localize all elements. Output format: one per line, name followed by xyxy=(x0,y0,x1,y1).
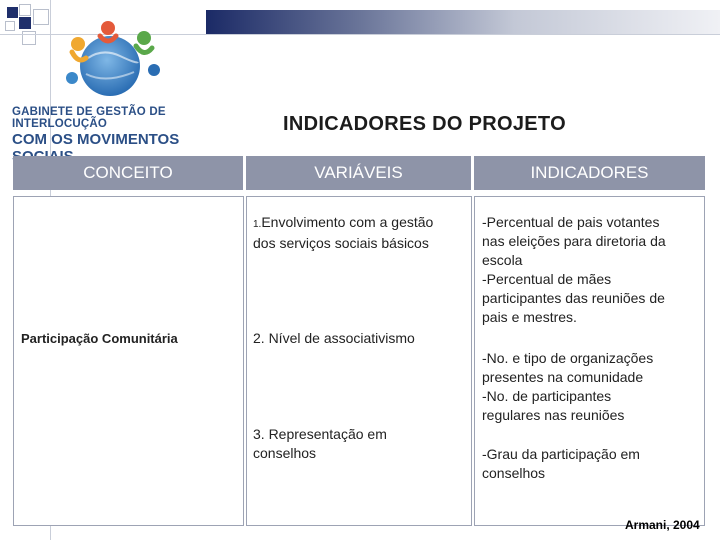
page-title: INDICADORES DO PROJETO xyxy=(283,113,566,135)
indicator-line: -No. de participantes xyxy=(482,388,612,404)
header-indicators: INDICADORES xyxy=(474,156,705,190)
indicator-line: escola xyxy=(482,252,523,268)
variable-1-line-1: Envolvimento com a gestão xyxy=(261,214,434,230)
indicator-line: regulares nas reuniões xyxy=(482,407,625,423)
logo-globe-icon xyxy=(58,18,168,108)
variable-3-line-1: 3. Representação em xyxy=(253,426,387,442)
variable-2: 2. Nível de associativismo xyxy=(253,330,415,346)
indicator-group-2 xyxy=(482,349,704,425)
decor-square xyxy=(5,21,15,31)
variable-3 xyxy=(253,425,468,463)
column-concept xyxy=(13,196,244,526)
variable-1-number: 1. xyxy=(253,219,262,230)
indicator-line: pais e mestres. xyxy=(482,309,577,325)
indicator-line: -Percentual de pais votantes xyxy=(482,214,660,230)
source-credit: Armani, 2004 xyxy=(625,518,700,532)
indicator-group-1 xyxy=(482,213,704,327)
indicator-group-3 xyxy=(482,445,704,483)
header-variables: VARIÁVEIS xyxy=(246,156,471,190)
indicator-line: conselhos xyxy=(482,465,546,481)
decor-square xyxy=(19,4,31,16)
concept-cell: Participação Comunitária xyxy=(21,331,178,346)
indicator-line: nas eleições para diretoria da xyxy=(482,233,666,249)
indicator-line: -Percentual de mães xyxy=(482,271,612,287)
logo-line-2: COM OS MOVIMENTOS xyxy=(12,131,180,148)
header-concept: CONCEITO xyxy=(13,156,243,190)
decor-square xyxy=(7,7,18,18)
indicator-line: -Grau da participação em xyxy=(482,446,640,462)
header-gradient-bar xyxy=(206,10,720,34)
decor-square xyxy=(19,17,31,29)
indicator-line: presentes na comunidade xyxy=(482,369,644,385)
decor-square xyxy=(33,9,49,25)
indicator-line: -No. e tipo de organizações xyxy=(482,350,654,366)
variable-3-line-2: conselhos xyxy=(253,445,317,461)
variable-1-line-2: dos serviços sociais básicos xyxy=(253,235,429,251)
variable-1 xyxy=(253,213,468,253)
logo-line-1: GABINETE DE GESTÃO DE INTERLOCUÇÃO xyxy=(12,106,166,130)
indicator-line: participantes das reuniões de xyxy=(482,290,665,306)
